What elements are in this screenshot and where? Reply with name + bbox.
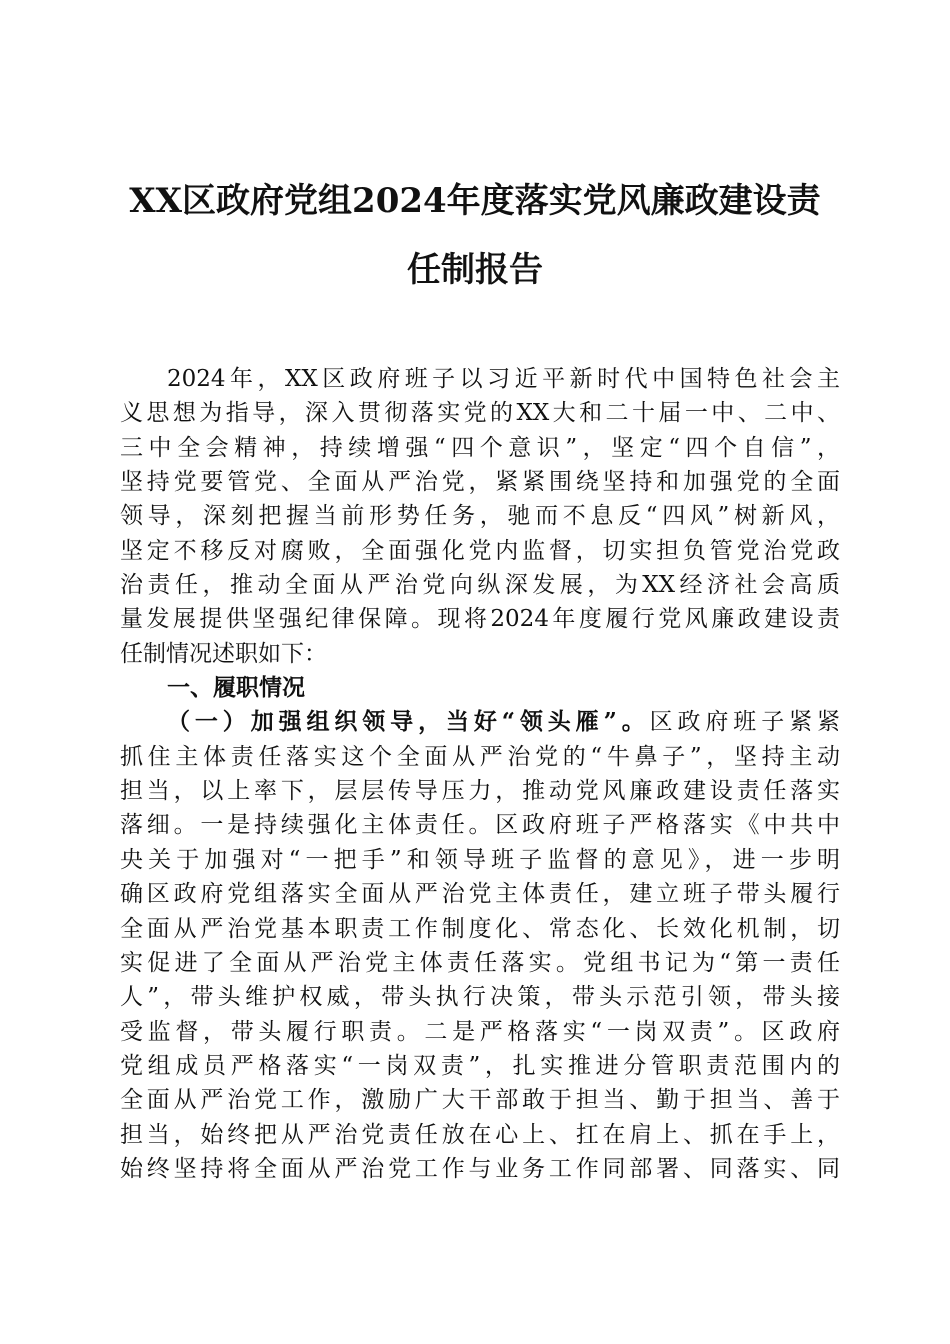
paragraph-line: 全面从严治党工作，激励广大干部敢于担当、勤于担当、善于 xyxy=(120,1087,840,1114)
paragraph-line: 始终坚持将全面从严治党工作与业务工作同部署、同落实、同 xyxy=(120,1155,840,1182)
paragraph-line: 央关于加强对“一把手”和领导班子监督的意见》，进一步明 xyxy=(120,846,840,873)
paragraph-line: 三中全会精神，持续增强“四个意识”，坚定“四个自信”， xyxy=(120,434,840,461)
subsection-heading: （一）加强组织领导，当好“领头雁”。 xyxy=(167,708,650,736)
paragraph-line: 抓住主体责任落实这个全面从严治党的“牛鼻子”，坚持主动 xyxy=(120,743,840,770)
document-title-line-1: XX区政府党组2024年度落实党风廉政建设责 xyxy=(129,181,821,221)
paragraph-line: 量发展提供坚强纪律保障。现将2024年度履行党风廉政建设责 xyxy=(120,606,840,633)
subsection-line-text: 区政府班子紧紧 xyxy=(649,709,840,736)
paragraph-line: 任制情况述职如下： xyxy=(120,640,327,667)
paragraph-line: 受监督，带头履行职责。二是严格落实“一岗双责”。区政府 xyxy=(120,1018,840,1045)
paragraph-line: 担当，始终把从严治党责任放在心上、扛在肩上、抓在手上， xyxy=(120,1121,840,1148)
paragraph-line: 实促进了全面从严治党主体责任落实。党组书记为“第一责任 xyxy=(120,949,840,976)
paragraph-line: 党组成员严格落实“一岗双责”，扎实推进分管职责范围内的 xyxy=(120,1052,840,1079)
paragraph-line: 确区政府党组落实全面从严治党主体责任，建立班子带头履行 xyxy=(120,881,840,908)
document-title-line-2: 任制报告 xyxy=(407,250,543,290)
paragraph-line: 治责任，推动全面从严治党向纵深发展，为XX经济社会高质 xyxy=(120,572,840,599)
paragraph-line: 全面从严治党基本职责工作制度化、常态化、长效化机制，切 xyxy=(120,915,840,942)
paragraph-line: 落细。一是持续强化主体责任。区政府班子严格落实《中共中 xyxy=(120,812,840,839)
paragraph-line: 义思想为指导，深入贯彻落实党的XX大和二十届一中、二中、 xyxy=(120,400,840,427)
paragraph-line: 领导，深刻把握当前形势任务，驰而不息反“四风”树新风， xyxy=(120,503,840,530)
paragraph-line: 人”，带头维护权威，带头执行决策，带头示范引领，带头接 xyxy=(120,984,840,1011)
paragraph-line: 2024年，XX区政府班子以习近平新时代中国特色社会主 xyxy=(167,366,840,392)
document-body xyxy=(120,362,840,1186)
section-heading: 一、履职情况 xyxy=(167,675,305,702)
paragraph-line: 坚持党要管党、全面从严治党，紧紧围绕坚持和加强党的全面 xyxy=(120,469,840,496)
paragraph-line: 担当，以上率下，层层传导压力，推动党风廉政建设责任落实 xyxy=(120,778,840,805)
subsection-line xyxy=(120,705,840,739)
paragraph-line: 坚定不移反对腐败，全面强化党内监督，切实担负管党治党政 xyxy=(120,537,840,564)
